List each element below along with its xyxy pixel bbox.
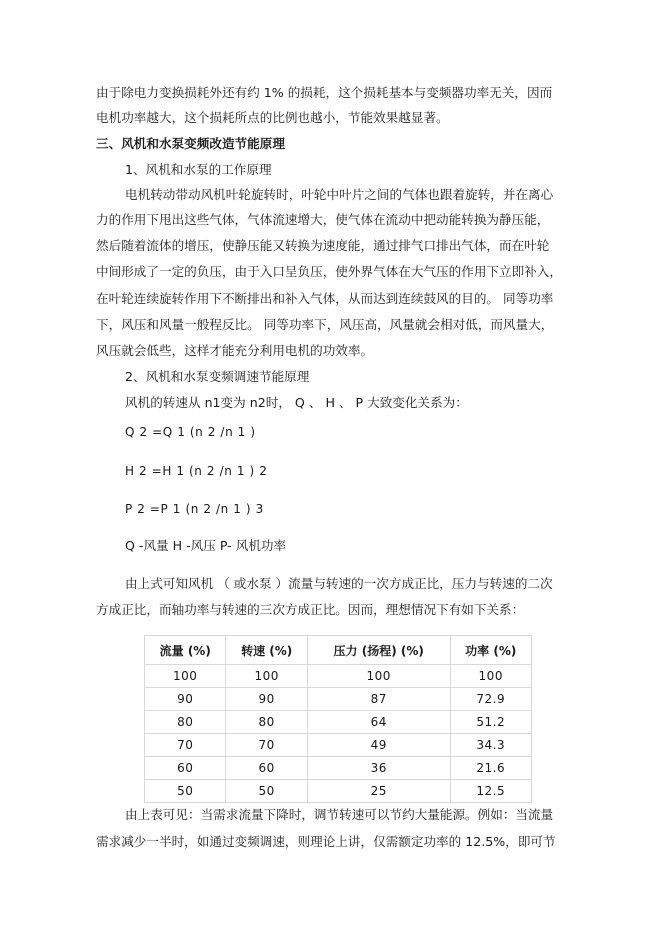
paragraph-line: 需求减少一半时，如通过变频调速，则理论上讲，仅需额定功率的 12.5%，即可节	[96, 834, 556, 849]
table-cell: 60	[226, 757, 307, 780]
subsection-heading: 2、风机和水泵变频调速节能原理	[125, 369, 310, 384]
header-pressure: 压力 (扬程) (%)	[307, 636, 450, 665]
table-row	[145, 665, 532, 688]
table-cell: 72.9	[450, 688, 532, 711]
table-cell: 50	[145, 780, 226, 803]
table-cell: 100	[145, 665, 226, 688]
paragraph-line: 风压就会低些，这样才能充分利用电机的功效率。	[96, 343, 374, 358]
paragraph-line: 电机转动带动风机叶轮旋转时，叶轮中叶片之间的气体也跟着旋转，并在离心	[125, 187, 554, 202]
paragraph-line: 由于除电力变换损耗外还有约 1% 的损耗，这个损耗基本与变频器功率无关，因而	[96, 85, 553, 100]
paragraph-line: 中间形成了一定的负压，由于入口呈负压，使外界气体在大气压的作用下立即补入，	[96, 264, 562, 279]
subsection-heading: 1、风机和水泵的工作原理	[125, 162, 272, 177]
table-cell: 100	[450, 665, 532, 688]
table-cell: 80	[145, 711, 226, 734]
table-row	[145, 711, 532, 734]
table-cell: 36	[307, 757, 450, 780]
table-cell: 51.2	[450, 711, 532, 734]
table-cell: 90	[145, 688, 226, 711]
paragraph-line: 风机的转速从 n1变为 n2时， Q 、 H 、 P 大致变化关系为：	[125, 395, 468, 410]
section-heading: 三、风机和水泵变频改造节能原理	[96, 136, 285, 151]
table-cell: 60	[145, 757, 226, 780]
table-cell: 64	[307, 711, 450, 734]
table-cell: 25	[307, 780, 450, 803]
table-cell: 80	[226, 711, 307, 734]
header-power: 功率 (%)	[450, 636, 532, 665]
paragraph-line: 然后随着流体的增压，使静压能又转换为速度能，通过排气口排出气体，而在叶轮	[96, 238, 550, 253]
table-row	[145, 688, 532, 711]
paragraph-line: 由上表可见：当需求流量下降时，调节转速可以节约大量能源。例如：当流量	[125, 807, 554, 822]
paragraph-line: 下，风压和风量一般程反比。 同等功率下，风压高，风量就会相对低，而风量大，	[96, 317, 554, 332]
header-flow: 流量 (%)	[145, 636, 226, 665]
table-cell: 50	[226, 780, 307, 803]
table-header-row	[145, 636, 532, 665]
table-cell: 12.5	[450, 780, 532, 803]
header-speed: 转速 (%)	[226, 636, 307, 665]
relation-table	[144, 635, 532, 803]
table-cell: 90	[226, 688, 307, 711]
table-cell: 100	[226, 665, 307, 688]
table-row	[145, 734, 532, 757]
table-cell: 70	[145, 734, 226, 757]
table-row	[145, 780, 532, 803]
formula-power: P 2 =P 1 (n 2 /n 1 ) 3	[125, 502, 264, 516]
formula-flow: Q 2 =Q 1 (n 2 /n 1 )	[125, 425, 256, 439]
paragraph-line: 方成正比，而轴功率与转速的三次方成正比。因而，理想情况下有如下关系：	[96, 602, 525, 617]
formula-pressure: H 2 =H 1 (n 2 /n 1 ) 2	[125, 464, 268, 478]
table-cell: 21.6	[450, 757, 532, 780]
table-row	[145, 757, 532, 780]
table-cell: 34.3	[450, 734, 532, 757]
paragraph-line: 在叶轮连续旋转作用下不断排出和补入气体，从而达到连续鼓风的目的。 同等功率	[96, 291, 554, 306]
paragraph-line: 力的作用下甩出这些气体，气体流速增大，使气体在流动中把动能转换为静压能，	[96, 212, 550, 227]
table-cell: 49	[307, 734, 450, 757]
table-cell: 100	[307, 665, 450, 688]
table-cell: 87	[307, 688, 450, 711]
formula-legend: Q -风量 H -风压 P- 风机功率	[125, 538, 287, 553]
paragraph-line: 电机功率越大，这个损耗所点的比例也越小，节能效果越显著。	[96, 110, 449, 125]
paragraph-line: 由上式可知风机 （ 或水泵 ）流量与转速的一次方成正比，压力与转速的二次	[125, 576, 553, 591]
table-cell: 70	[226, 734, 307, 757]
